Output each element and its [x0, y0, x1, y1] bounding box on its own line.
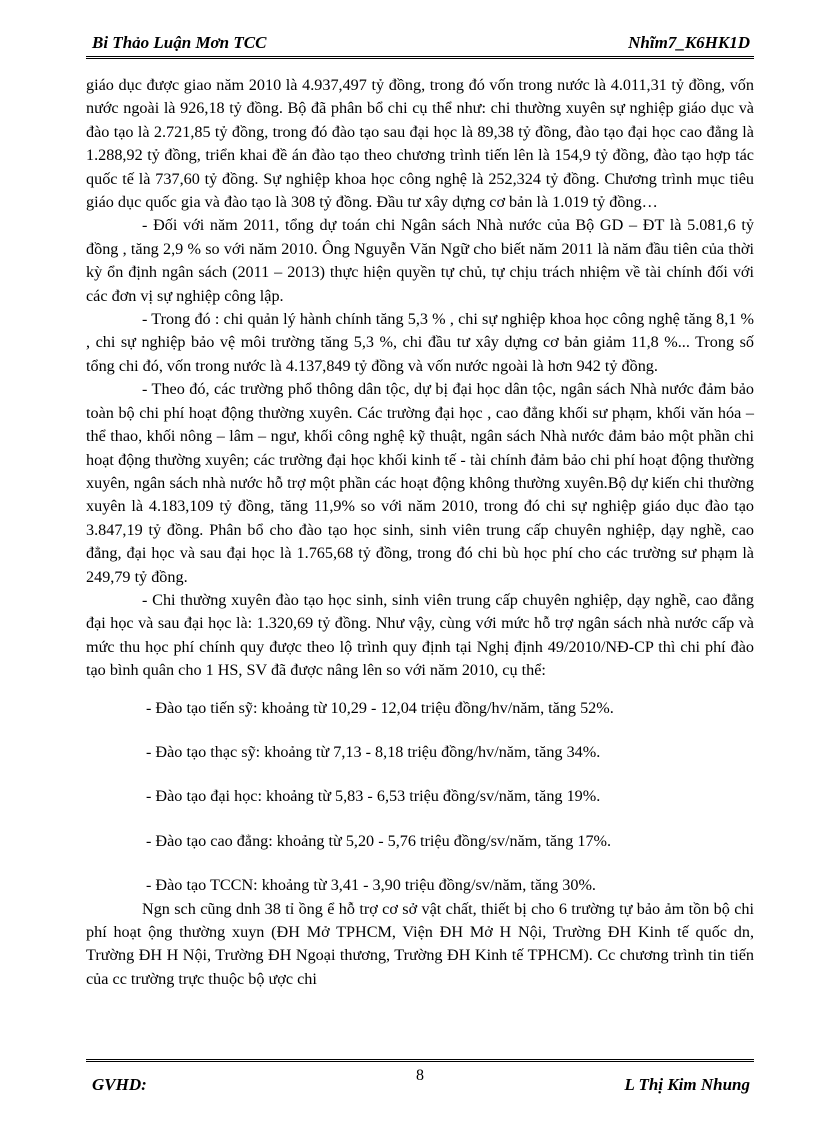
- page-footer: [86, 1059, 754, 1112]
- page-header: [86, 22, 754, 59]
- page-body: [86, 74, 754, 991]
- bullet-item: - Đào tạo đại học: khoảng từ 5,83 - 6,53 triệu đồng/sv/năm, tăng 19%.: [146, 787, 601, 806]
- bullet-item: - Đào tạo tiến sỹ: khoảng từ 10,29 - 12,04 triệu đồng/hv/năm, tăng 52%.: [146, 698, 614, 717]
- paragraph-4: - Theo đó, các trường phổ thông dân tộc, dự bị đại học dân tộc, ngân sách Nhà nước đảm bảo toàn bộ chi phí hoạt động thường xuyên. Các trường đại học , cao đẳng khối sư phạm, khối văn hóa – thể thao, khối nông – lâm – ngư, khối công nghệ kỹ thuật, ngân sách Nhà nước đảm bảo một phần chi hoạt động thường xuyên; các trường đại học khối kinh tế - tài chính đảm bảo chi phí hoạt động thường xuyên, ngân sách nhà nước hỗ trợ một phần các hoạt động không thường xuyên.Bộ dự kiến chi thường xuyên là 4.183,109 tỷ đồng, tăng 11,9% so với năm 2010, trong đó chi sự nghiệp giáo dục đào tạo 3.847,19 tỷ đồng. Phân bổ cho đào tạo học sinh, sinh viên trung cấp chuyên nghiệp, dạy nghề, cao đẳng, đại học và sau đại học là 1.765,68 tỷ đồng, trong đó chi bù học phí cho các trường sư phạm là 249,79 tỷ đồng.: [86, 380, 754, 586]
- bullet-item: - Đào tạo TCCN: khoảng từ 3,41 - 3,90 triệu đồng/sv/năm, tăng 30%.: [146, 876, 596, 895]
- paragraph-2: - Đối với năm 2011, tổng dự toán chi Ngân sách Nhà nước của Bộ GD – ĐT là 5.081,6 tỷ đồng , tăng 2,9 % so với năm 2010. Ông Nguyễn Văn Ngữ cho biết năm 2011 là năm đầu tiên của thời kỳ ổn định ngân sách (2011 – 2013) thực hiện quyền tự chủ, tự chịu trách nhiệm về tài chính đối với các đơn vị sự nghiệp công lập.: [86, 216, 754, 305]
- bullet-item: - Đào tạo thạc sỹ: khoảng từ 7,13 - 8,18 triệu đồng/hv/năm, tăng 34%.: [146, 742, 601, 761]
- bullet-item: - Đào tạo cao đẳng: khoảng từ 5,20 - 5,76 triệu đồng/sv/năm, tăng 17%.: [146, 831, 612, 850]
- paragraph-1: giáo dục được giao năm 2010 là 4.937,497 tỷ đồng, trong đó vốn trong nước là 4.011,31 tỷ đồng, vốn nước ngoài là 926,18 tỷ đồng. Bộ đã phân bổ chi cụ thể như: chi thường xuyên sự nghiệp giáo dục và đào tạo là 2.721,85 tỷ đồng, trong đó đào tạo sau đại học là 89,38 tỷ đồng, đào tạo đại học cao đẳng là 1.288,92 tỷ đồng, triển khai đề án đào tạo theo chương trình tiến lên là 154,9 tỷ đồng, đào tạo hợp tác quốc tế là 737,60 tỷ đồng. Sự nghiệp khoa học công nghệ là 252,324 tỷ đồng. Chương trình mục tiêu giáo dục quốc gia và đào tạo là 308 tỷ đồng. Đầu tư xây dựng cơ bản là 1.019 tỷ đồng…: [86, 76, 754, 212]
- paragraph-5: - Chi thường xuyên đào tạo học sinh, sinh viên trung cấp chuyên nghiệp, dạy nghề, cao đẳng đại học và sau đại học là: 1.320,69 tỷ đồng. Như vậy, cùng với mức hỗ trợ ngân sách nhà nước cấp và mức thu học phí chính quy được theo lộ trình quy định tại Nghị định 49/2010/NĐ-CP thì chi phí đào tạo bình quân cho 1 HS, SV đã được nâng lên so với năm 2010, cụ thể:: [86, 590, 754, 680]
- header-title: Bi Thảo Luận Mơn TCC: [92, 33, 267, 52]
- closing-paragraph: Ngn sch cũng dnh 38 tỉ ồng ể hỗ trợ cơ sở vật chất, thiết bị cho 6 trường tự bảo ảm tồn bộ chi phí hoạt ộng thường xuyn (ĐH Mở TPHCM, Viện ĐH Mở H Nội, Trường ĐH Kinh tế quốc dn, Trường ĐH H Nội, Trường ĐH Ngoại thương, Trường ĐH Kinh tế TPHCM). Cc chương trình tin tiến của cc trường trực thuộc bộ ược chi: [86, 899, 754, 988]
- header-group: Nhĩm7_K6HK1D: [628, 33, 750, 52]
- paragraph-3: - Trong đó : chi quản lý hành chính tăng 5,3 % , chi sự nghiệp khoa học công nghệ tăng 8,1 % , chi sự nghiệp bảo vệ môi trường tăng 5,3 %, chi đầu tư xây dựng cơ bản giảm 11,8 %... Trong số tổng chi đó, vốn trong nước là 4.137,849 tỷ đồng và vốn nước ngoài là hơn 942 tỷ đồng.: [86, 310, 754, 375]
- footer-author: L Thị Kim Nhung: [624, 1075, 750, 1094]
- page-number: 8: [416, 1067, 424, 1084]
- footer-supervisor-label: GVHD:: [92, 1075, 147, 1094]
- bullet-list: [86, 697, 754, 898]
